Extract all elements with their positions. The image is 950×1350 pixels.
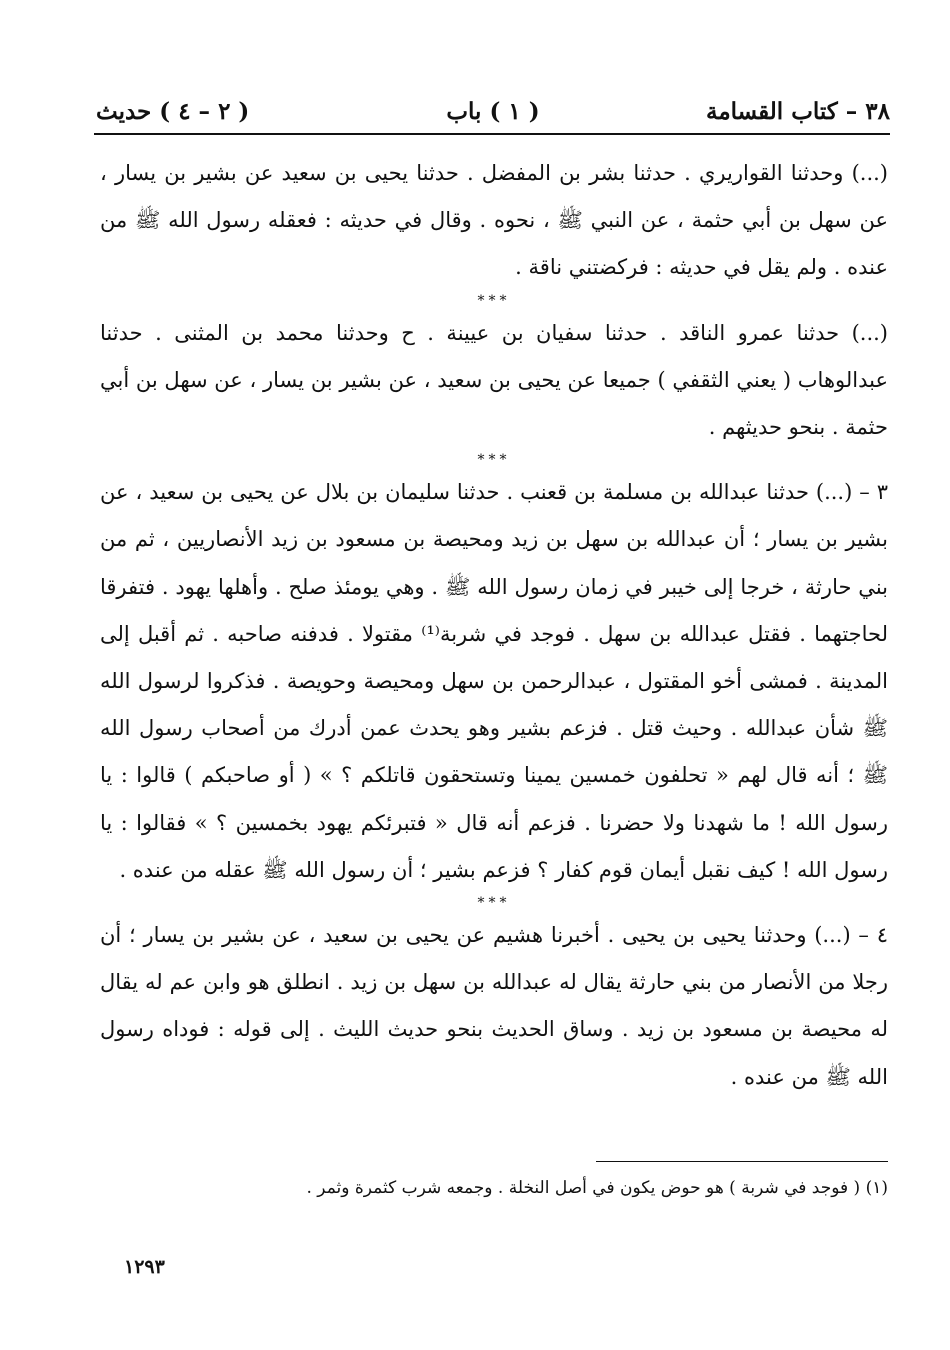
header-rule <box>94 133 890 135</box>
page-number: ١٢٩٣ <box>124 1256 165 1278</box>
book-title: ٣٨ – كتاب القسامة <box>705 98 890 125</box>
section-separator: *** <box>477 895 511 912</box>
paragraph-3: ٣ – (...) حدثنا عبدالله بن مسلمة بن قعنب . حدثنا سليمان بن بلال عن يحيى بن سعيد ، عن بشير بن يسار ؛ أن عبدالله بن سهل بن زيد ومحيصة بن مسعود بن زيد الأنصاريين ، ثم من بني حارثة ، خرجا إلى خيبر في زمان رسول الله ﷺ . وهي يومئذ صلح . وأهلها يهود . فتفرقا لحاجتهما . فقتل عبدالله بن سهل . فوجد في شربة⁽¹⁾ مقتولا . فدفنه صاحبه . ثم أقبل إلى المدينة . فمشى أخو المقتول ، عبدالرحمن بن سهل ومحيصة وحويصة . فذكروا لرسول الله ﷺ شأن عبدالله . وحيث قتل . فزعم بشير وهو يحدث عمن أدرك من أصحاب رسول الله ﷺ ؛ أنه قال لهم « تحلفون خمسين يمينا وتستحقون قاتلكم ؟ » ( أو صاحبكم ) قالوا : يا رسول الله ! ما شهدنا ولا حضرنا . فزعم أنه قال « فتبرئكم يهود بخمسين ؟ » فقالوا : يا رسول الله ! كيف نقبل أيمان قوم كفار ؟ فزعم بشير ؛ أن رسول الله ﷺ عقله من عنده . <box>100 480 888 882</box>
hadith-range: ( ٢ – ٤ ) حديث <box>96 98 250 125</box>
paragraph-1: (...) وحدثنا القواريري . حدثنا بشر بن المفضل . حدثنا يحيى بن سعيد عن بشير بن يسار ، عن سهل بن أبي حثمة ، عن النبي ﷺ ، نحوه . وقال في حديثه : فعقله رسول الله ﷺ من عنده . ولم يقل في حديثه : فركضتني ناقة . <box>100 161 889 280</box>
running-header <box>96 96 890 130</box>
footnote: (١) ( فوجد في شربة ) هو حوض يكون في أصل النخلة . وجمعه شرب كثمرة وثمر . <box>306 1178 888 1198</box>
section-separator: *** <box>477 292 511 309</box>
footnote-rule <box>596 1161 888 1162</box>
chapter-label: ( ١ ) باب <box>446 98 540 125</box>
section-separator: *** <box>477 452 511 469</box>
paragraph-2: (...) حدثنا عمرو الناقد . حدثنا سفيان بن عيينة . ح وحدثنا محمد بن المثنى . حدثنا عبدالوهاب ( يعني الثقفي ) جميعا عن يحيى بن سعيد ، عن بشير بن يسار ، عن سهل بن أبي حثمة . بنحو حديثهم . <box>100 320 888 440</box>
main-text <box>100 150 888 1101</box>
paragraph-4: ٤ – (...) وحدثنا يحيى بن يحيى . أخبرنا هشيم عن يحيى بن سعيد ، عن بشير بن يسار ؛ أن رجلا من الأنصار من بني حارثة يقال له عبدالله بن سهل بن زيد . انطلق هو وابن عم له يقال له محيصة بن مسعود بن زيد . وساق الحديث بنحو حديث الليث . إلى قوله : فوداه رسول الله ﷺ من عنده . <box>100 923 888 1089</box>
